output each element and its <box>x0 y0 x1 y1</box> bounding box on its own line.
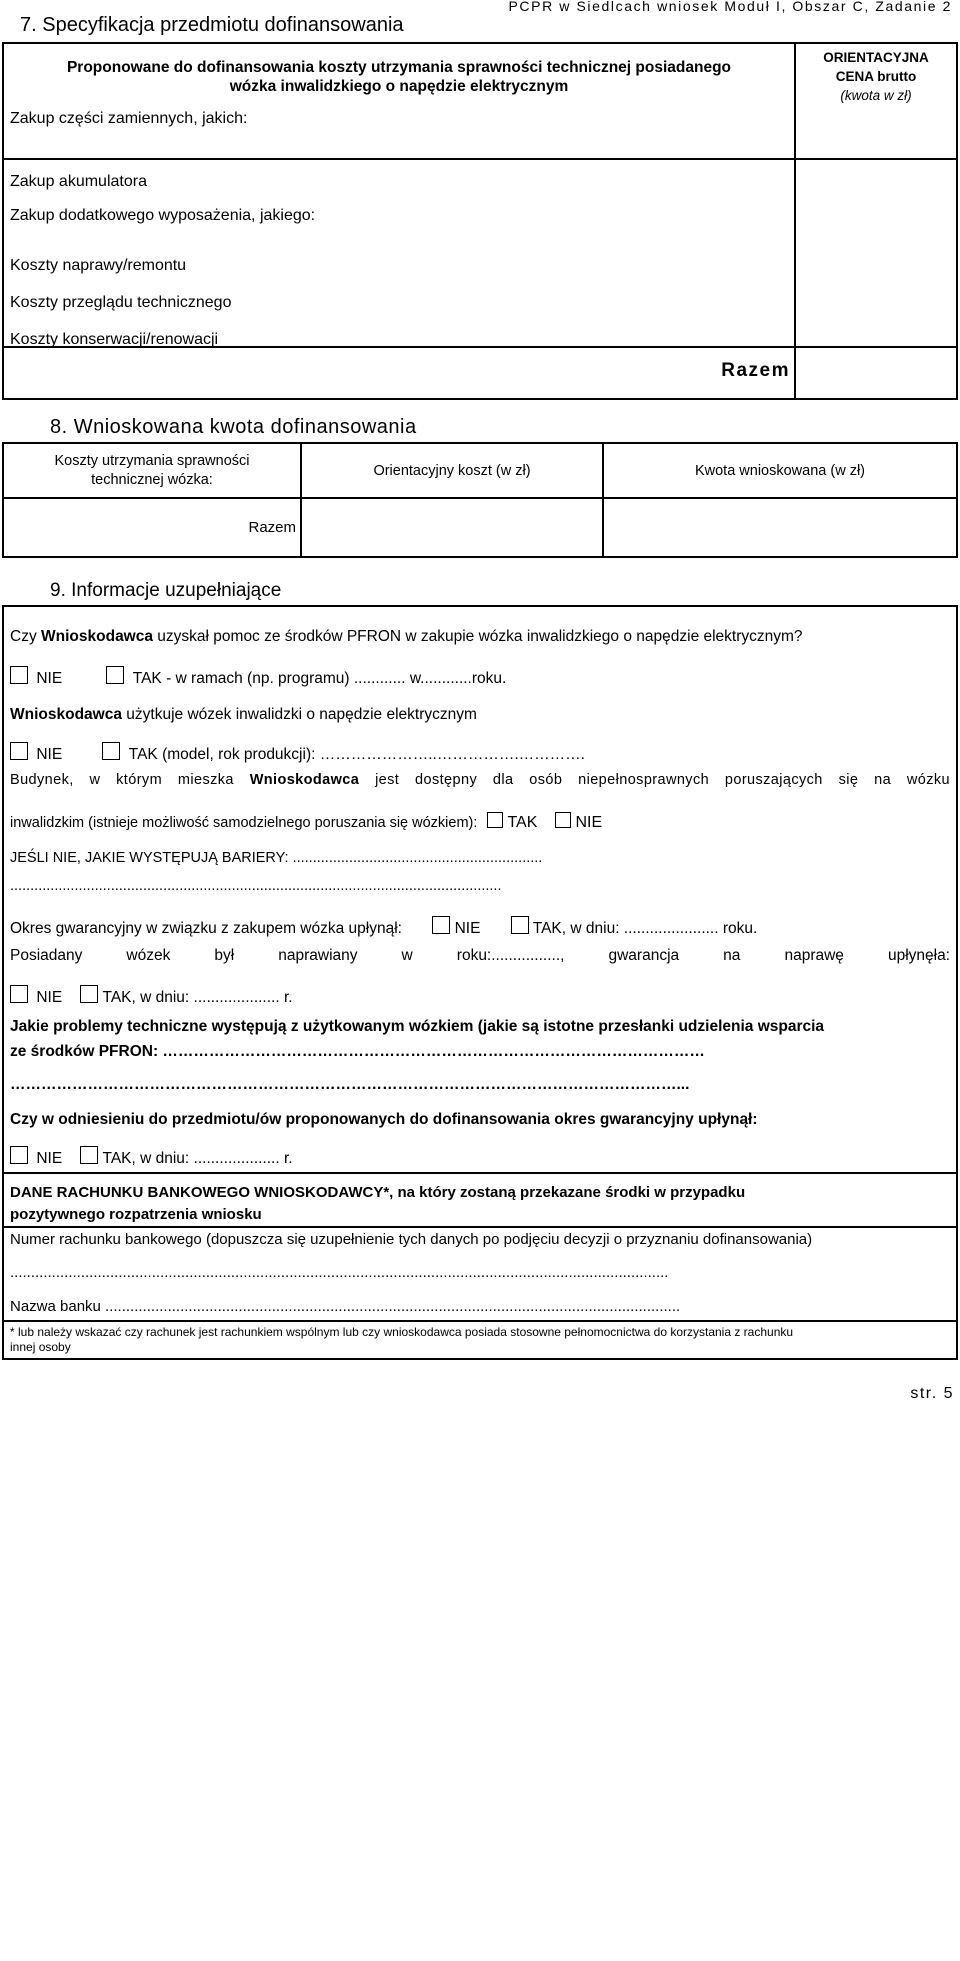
q5-warranty: Okres gwarancyjny w związku z zakupem wózka upłynął: NIE TAK, w dniu: ...................... roku. <box>10 916 757 938</box>
q6-repair-line1: Posiadany wózek był naprawiany w roku:................, gwarancja na naprawę upłynęła: <box>10 947 950 964</box>
price-header-cell <box>795 43 957 159</box>
section-7-title: 7. Specyfikacja przedmiotu dofinansowania <box>20 14 404 36</box>
q1-nie-label: NIE <box>36 670 63 687</box>
barriers-line2[interactable]: .......................................................................................................................... <box>10 878 502 894</box>
q5-tak-checkbox[interactable] <box>511 916 529 934</box>
section8-total-label: Razem <box>3 498 301 557</box>
price-header-line1: ORIENTACYJNA <box>823 50 929 65</box>
row-maintenance: Koszty konserwacji/renowacji <box>10 331 219 348</box>
total-label-cell <box>3 347 795 399</box>
q2-nie-checkbox[interactable] <box>10 742 28 760</box>
q7-problems-line3[interactable]: …………………………………………………………………………………………………………………... <box>10 1076 690 1093</box>
page-number: str. 5 <box>910 1385 954 1402</box>
price-header-line3: (kwota w zł) <box>840 88 912 103</box>
account-number-field[interactable]: .............................................................................................................................................................. <box>10 1264 669 1281</box>
q3-nie-label: NIE <box>575 814 603 831</box>
q6-options <box>10 985 293 1007</box>
estimated-cost-total-cell[interactable] <box>301 498 603 557</box>
q7-problems-line1: Jakie problemy techniczne występują z użytkowanym wózkiem (jakie są istotne przesłanki udzielenia wsparcia <box>10 1018 825 1035</box>
q6-tak-label: TAK, w dniu: .................... r. <box>102 989 293 1006</box>
footnote: * lub należy wskazać czy rachunek jest rachunkiem wspólnym lub czy wnioskodawca posiada stosowne pełnomocnictwa do korzystania z rachunku innej osoby <box>10 1325 794 1354</box>
col-costs-header: Koszty utrzymania sprawności technicznej wózka: <box>3 443 301 498</box>
q5-nie-label: NIE <box>454 920 481 937</box>
cost-items-cell <box>3 159 795 347</box>
document-header: PCPR w Siedlcach wniosek Moduł I, Obszar C, Zadanie 2 <box>508 0 952 14</box>
q8-nie-label: NIE <box>36 1150 63 1167</box>
q5-nie-checkbox[interactable] <box>432 916 450 934</box>
q7-problems-line2[interactable]: ze środków PFRON: …………………………………………………………………………………………… <box>10 1043 705 1060</box>
q2-nie-label: NIE <box>36 746 63 763</box>
total-value-cell[interactable] <box>795 347 957 399</box>
row-inspection: Koszty przeglądu technicznego <box>10 294 232 311</box>
bank-name-field[interactable]: Nazwa banku .......................................................................................................................................... <box>10 1298 681 1315</box>
q2-tak-checkbox[interactable] <box>102 742 120 760</box>
q3-question-line2: inwalidzkim (istnieje możliwość samodzielnego poruszania się wózkiem): TAK NIE <box>10 814 603 831</box>
row-repair: Koszty naprawy/remontu <box>10 257 187 274</box>
bank-title: DANE RACHUNKU BANKOWEGO WNIOSKODAWCY*, na który zostaną przekazane środki w przypadku pozytywnego rozpatrzenia wniosku <box>10 1184 746 1223</box>
row-battery: Zakup akumulatora <box>10 173 147 190</box>
col-requested-amount-header: Kwota wnioskowana (w zł) <box>603 443 957 498</box>
intro-text: Proponowane do dofinansowania koszty utrzymania sprawności technicznej posiadanego wózka inwalidzkiego o napędzie elektrycznym <box>66 59 732 95</box>
q2-tak-label: TAK (model, rok produkcji): …………………..…………….…………. <box>128 746 585 763</box>
q3-tak-checkbox[interactable] <box>487 812 503 828</box>
q1-tak-checkbox[interactable] <box>106 666 124 684</box>
requested-amount-total-cell[interactable] <box>603 498 957 557</box>
account-number-label: Numer rachunku bankowego (dopuszcza się uzupełnienie tych danych po podjęciu decyzji o przyznaniu dofinansowania) <box>10 1231 813 1248</box>
q2-options <box>10 742 585 764</box>
intro-cell <box>3 43 795 159</box>
requested-amount-table <box>2 442 958 558</box>
q3-nie-checkbox[interactable] <box>555 812 571 828</box>
price-header-line2: CENA brutto <box>835 69 917 84</box>
q1-nie-checkbox[interactable] <box>10 666 28 684</box>
col-estimated-cost-header: Orientacyjny koszt (w zł) <box>301 443 603 498</box>
q3-tak-label: TAK <box>507 814 538 831</box>
q5-tak-label: TAK, w dniu: ...................... roku. <box>532 920 758 937</box>
q1-tak-label: TAK - w ramach (np. programu) ............ w............roku. <box>132 670 507 687</box>
section-8-title: 8. Wnioskowana kwota dofinansowania <box>50 416 417 438</box>
price-input-cell[interactable] <box>795 159 957 347</box>
q8-tak-checkbox[interactable] <box>80 1146 98 1164</box>
q6-tak-checkbox[interactable] <box>80 985 98 1003</box>
q8-question: Czy w odniesieniu do przedmiotu/ów proponowanych do dofinansowania okres gwarancyjny upłynął: <box>10 1111 758 1128</box>
barriers-line1[interactable]: JEŚLI NIE, JAKIE WYSTĘPUJĄ BARIERY: .............................................................. <box>10 850 543 866</box>
q8-tak-label: TAK, w dniu: .................... r. <box>102 1150 293 1167</box>
q2-question: Wnioskodawca użytkuje wózek inwalidzki o napędzie elektrycznym <box>10 706 477 723</box>
q3-question-line1: Budynek, w którym mieszka Wnioskodawca jest dostępny dla osób niepełnosprawnych poruszających się na wózku <box>10 772 950 788</box>
row-extra-equipment: Zakup dodatkowego wyposażenia, jakiego: <box>10 207 316 224</box>
section-9-title: 9. Informacje uzupełniające <box>50 580 282 601</box>
q1-question: Czy Wnioskodawca uzyskał pomoc ze środków PFRON w zakupie wózka inwalidzkiego o napędzie elektrycznym? <box>10 628 803 645</box>
section-9-frame <box>2 605 958 1961</box>
q1-options <box>10 666 506 688</box>
specification-table <box>2 42 958 400</box>
row-spare-parts: Zakup części zamiennych, jakich: <box>10 110 248 127</box>
q6-nie-label: NIE <box>36 989 63 1006</box>
total-label: Razem <box>721 360 790 381</box>
q6-nie-checkbox[interactable] <box>10 985 28 1003</box>
q8-options <box>10 1146 293 1168</box>
q8-nie-checkbox[interactable] <box>10 1146 28 1164</box>
